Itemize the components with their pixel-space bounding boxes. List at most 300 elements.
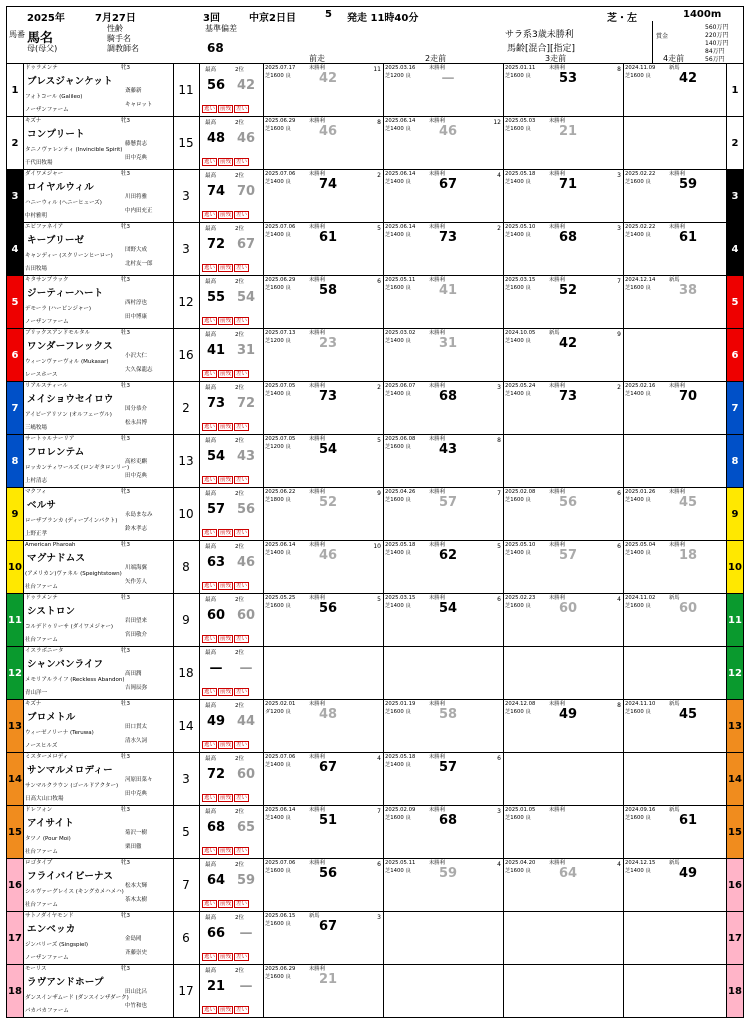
race-date: 2025.04.26 bbox=[385, 489, 416, 495]
race-track: 芝1200 良 bbox=[265, 338, 291, 344]
style-badge: 差い bbox=[236, 742, 248, 748]
jockey: 西村淳也 bbox=[125, 300, 148, 306]
past-race-3 bbox=[503, 859, 624, 911]
col-prev: 前走 bbox=[309, 54, 325, 63]
second-label: 2位 bbox=[235, 67, 244, 73]
horse-row bbox=[7, 593, 743, 646]
race-date: 2025.07.13 bbox=[265, 330, 296, 336]
past-race-3 bbox=[503, 435, 624, 487]
style-icons bbox=[202, 847, 249, 855]
race-date: 2025.02.01 bbox=[265, 701, 296, 707]
horse-name[interactable]: アイサイト bbox=[27, 818, 74, 829]
style-badge: 逃い bbox=[204, 371, 216, 377]
sire-name: モーリス bbox=[25, 966, 47, 972]
max-score: 49 bbox=[206, 714, 226, 729]
past-race-2 bbox=[383, 859, 504, 911]
breeder: 社台ファーム bbox=[25, 849, 58, 855]
second-label: 2位 bbox=[235, 120, 244, 126]
col-base: 基準偏差 bbox=[205, 24, 237, 33]
past-race-3 bbox=[503, 329, 624, 381]
umaban-right: 9 bbox=[726, 488, 743, 540]
sire-name: ダイワメジャー bbox=[25, 171, 64, 177]
index-box bbox=[199, 541, 264, 593]
horse-info bbox=[23, 64, 174, 116]
horse-name[interactable]: サンマルメロディー bbox=[27, 765, 113, 776]
race-score: 38 bbox=[678, 283, 698, 298]
race-track: 芝1200 良 bbox=[265, 444, 291, 450]
race-track: 芝1400 良 bbox=[385, 762, 411, 768]
finish-pos: 7 bbox=[377, 808, 381, 815]
horse-row bbox=[7, 646, 743, 699]
finish-pos: 4 bbox=[617, 596, 621, 603]
race-date: 2025.07.06 bbox=[265, 224, 296, 230]
second-score: 46 bbox=[236, 131, 256, 146]
col-umaban: 馬番 bbox=[9, 30, 25, 39]
index-box bbox=[199, 965, 264, 1017]
max-score: 60 bbox=[206, 608, 226, 623]
past-race-4 bbox=[623, 753, 743, 805]
second-score: 59 bbox=[236, 873, 256, 888]
race-date: 2025.05.24 bbox=[505, 383, 536, 389]
sire-name: キズナ bbox=[25, 701, 42, 707]
race-score: 73 bbox=[438, 230, 458, 245]
max-label: 最高 bbox=[205, 120, 217, 126]
race-class: 新馬 bbox=[669, 860, 680, 866]
trainer: 大久保龍志 bbox=[125, 367, 153, 373]
past-race-2 bbox=[383, 594, 504, 646]
race-class: 未勝利 bbox=[309, 542, 325, 548]
race-track: 芝1600 良 bbox=[265, 603, 291, 609]
second-label: 2位 bbox=[235, 438, 244, 444]
style-badge: 前残 bbox=[220, 212, 232, 218]
past-race-2 bbox=[383, 276, 504, 328]
race-date: 2025.06.22 bbox=[265, 489, 296, 495]
race-class: 未勝利 bbox=[549, 383, 565, 389]
post-index: 3 bbox=[173, 170, 200, 222]
horse-info bbox=[23, 647, 174, 699]
horse-name[interactable]: コンプリート bbox=[27, 129, 85, 140]
horse-name[interactable]: フロレンテム bbox=[27, 447, 85, 458]
finish-pos: 8 bbox=[617, 702, 621, 709]
sex-age: 牡3 bbox=[121, 171, 130, 177]
umaban-left: 1 bbox=[7, 64, 24, 116]
race-date: 2025.05.25 bbox=[265, 595, 296, 601]
max-label: 最高 bbox=[205, 279, 217, 285]
style-badge: 前残 bbox=[220, 530, 232, 536]
second-label: 2位 bbox=[235, 226, 244, 232]
race-score: 61 bbox=[678, 813, 698, 828]
past-race-1 bbox=[263, 806, 384, 858]
umaban-left: 16 bbox=[7, 859, 24, 911]
race-class: 未勝利 bbox=[549, 542, 565, 548]
race-score: 59 bbox=[678, 177, 698, 192]
second-score: 44 bbox=[236, 714, 256, 729]
horse-name[interactable]: シャンパンライフ bbox=[27, 659, 104, 670]
jockey: 松本大輝 bbox=[125, 883, 148, 889]
style-badge: 逃い bbox=[204, 265, 216, 271]
date: 7月27日 bbox=[95, 13, 136, 24]
race-track: 芝1400 良 bbox=[385, 868, 411, 874]
horse-info bbox=[23, 965, 174, 1017]
past-race-4 bbox=[623, 541, 743, 593]
trainer: 斉藤崇史 bbox=[125, 950, 148, 956]
sire-name: エピファネイア bbox=[25, 224, 64, 230]
past-race-3 bbox=[503, 700, 624, 752]
style-badge: 逃い bbox=[204, 424, 216, 430]
max-label: 最高 bbox=[205, 650, 217, 656]
race-score: 73 bbox=[558, 389, 578, 404]
race-no: 5 bbox=[325, 9, 332, 20]
trainer: 栗田徹 bbox=[125, 844, 142, 850]
style-badge: 逃い bbox=[204, 477, 216, 483]
breeder: パカパカファーム bbox=[25, 1008, 69, 1014]
race-date: 2025.06.14 bbox=[385, 171, 416, 177]
umaban-right: 16 bbox=[726, 859, 743, 911]
style-badge: 差い bbox=[236, 530, 248, 536]
race-score: 54 bbox=[318, 442, 338, 457]
max-score: 21 bbox=[206, 979, 226, 994]
style-badge: 前残 bbox=[220, 689, 232, 695]
race-class: 未勝利 bbox=[429, 595, 445, 601]
index-box bbox=[199, 276, 264, 328]
post-index: 14 bbox=[173, 700, 200, 752]
finish-pos: 8 bbox=[617, 66, 621, 73]
max-label: 最高 bbox=[205, 809, 217, 815]
horse-info bbox=[23, 859, 174, 911]
race-track: ダ1200 良 bbox=[265, 709, 291, 715]
horse-row bbox=[7, 222, 743, 275]
surface: 芝・左 bbox=[607, 13, 637, 24]
race-class: 未勝利 bbox=[429, 701, 445, 707]
jockey: 国分恭介 bbox=[125, 406, 148, 412]
race-date: 2025.05.18 bbox=[385, 754, 416, 760]
max-label: 最高 bbox=[205, 438, 217, 444]
past-race-2 bbox=[383, 912, 504, 964]
second-label: 2位 bbox=[235, 385, 244, 391]
umaban-left: 5 bbox=[7, 276, 24, 328]
horse-name[interactable]: ラヴアンドホープ bbox=[27, 977, 104, 988]
sire-name: ミスターメロディ bbox=[25, 754, 69, 760]
style-badge: 差い bbox=[236, 848, 248, 854]
second-label: 2位 bbox=[235, 703, 244, 709]
style-icons bbox=[202, 264, 249, 272]
style-badge: 差い bbox=[236, 212, 248, 218]
race-track: 芝1400 良 bbox=[505, 550, 531, 556]
horse-info bbox=[23, 435, 174, 487]
race-class: 未勝利 bbox=[429, 171, 445, 177]
jockey: 河原田菜々 bbox=[125, 777, 153, 783]
style-badge: 前残 bbox=[220, 848, 232, 854]
horse-name[interactable]: ワンダーフレックス bbox=[27, 341, 113, 352]
col-jockey: 騎手名 bbox=[107, 34, 131, 43]
race-score: 68 bbox=[558, 230, 578, 245]
race-score: 70 bbox=[678, 389, 698, 404]
past-race-3 bbox=[503, 223, 624, 275]
race-class: 新馬 bbox=[669, 807, 680, 813]
race-date: 2024.11.09 bbox=[625, 65, 656, 71]
sire-name: ドレフォン bbox=[25, 807, 53, 813]
race-date: 2024.10.05 bbox=[505, 330, 536, 336]
jockey: 川端海翼 bbox=[125, 565, 148, 571]
race-class: 未勝利 bbox=[549, 807, 565, 813]
umaban-right: 15 bbox=[726, 806, 743, 858]
dam-name: フォトコール (Galileo) bbox=[25, 94, 83, 100]
race-date: 2025.01.19 bbox=[385, 701, 416, 707]
race-date: 2025.07.05 bbox=[265, 383, 296, 389]
finish-pos: 6 bbox=[377, 278, 381, 285]
race-date: 2025.07.06 bbox=[265, 754, 296, 760]
race-date: 2025.06.14 bbox=[265, 807, 296, 813]
past-race-2 bbox=[383, 329, 504, 381]
past-race-1 bbox=[263, 329, 384, 381]
race-track: 芝1400 良 bbox=[385, 179, 411, 185]
race-date: 2025.07.17 bbox=[265, 65, 296, 71]
finish-pos: 6 bbox=[617, 490, 621, 497]
race-track: 芝1400 良 bbox=[265, 232, 291, 238]
race-score: 68 bbox=[438, 813, 458, 828]
past-race-4 bbox=[623, 594, 743, 646]
race-score: 67 bbox=[318, 760, 338, 775]
past-race-1 bbox=[263, 223, 384, 275]
sex-age: 牝3 bbox=[121, 913, 130, 919]
umaban-right: 5 bbox=[726, 276, 743, 328]
horse-row bbox=[7, 116, 743, 169]
style-badge: 逃い bbox=[204, 318, 216, 324]
col-prev2: 2走前 bbox=[425, 54, 447, 63]
race-track: 芝1400 良 bbox=[265, 815, 291, 821]
horse-row bbox=[7, 63, 743, 116]
second-label: 2位 bbox=[235, 491, 244, 497]
race-class: 未勝利 bbox=[309, 65, 325, 71]
race-class: 未勝利 bbox=[429, 118, 445, 124]
finish-pos: 4 bbox=[497, 172, 501, 179]
past-race-4 bbox=[623, 276, 743, 328]
race-score: 53 bbox=[558, 71, 578, 86]
race-score: 67 bbox=[438, 177, 458, 192]
style-icons bbox=[202, 105, 249, 113]
style-icons bbox=[202, 158, 249, 166]
max-score: 73 bbox=[206, 396, 226, 411]
jockey: 団野大成 bbox=[125, 247, 148, 253]
second-score: 42 bbox=[236, 78, 256, 93]
umaban-right: 10 bbox=[726, 541, 743, 593]
trainer: 吉岡辰弥 bbox=[125, 685, 148, 691]
past-race-3 bbox=[503, 117, 624, 169]
style-badge: 逃い bbox=[204, 954, 216, 960]
breeder: 上村清志 bbox=[25, 478, 48, 484]
col-trainer: 調教師名 bbox=[107, 44, 139, 53]
sex-age: 牝3 bbox=[121, 966, 130, 972]
race-track: 芝1600 良 bbox=[505, 603, 531, 609]
index-box bbox=[199, 435, 264, 487]
race-score: 56 bbox=[318, 866, 338, 881]
finish-pos: 2 bbox=[617, 384, 621, 391]
umaban-left: 10 bbox=[7, 541, 24, 593]
race-date: 2025.03.15 bbox=[505, 277, 536, 283]
second-score: 31 bbox=[236, 343, 256, 358]
index-box bbox=[199, 170, 264, 222]
horse-name[interactable]: ブレスジャンケット bbox=[27, 76, 113, 87]
breeder: 三嶋牧場 bbox=[25, 425, 48, 431]
race-class: 未勝利 bbox=[549, 595, 565, 601]
style-badge: 差い bbox=[236, 954, 248, 960]
past-race-4 bbox=[623, 223, 743, 275]
race-track: 芝1400 良 bbox=[385, 126, 411, 132]
horse-row bbox=[7, 699, 743, 752]
finish-pos: 7 bbox=[617, 278, 621, 285]
race-track: 芝1600 良 bbox=[505, 126, 531, 132]
horse-name[interactable]: エンベッカ bbox=[27, 924, 76, 935]
past-race-4 bbox=[623, 806, 743, 858]
prize-3: 140万円 bbox=[705, 40, 729, 47]
past-race-1 bbox=[263, 647, 384, 699]
race-class: サラ系3歳未勝利 bbox=[505, 30, 574, 40]
race-class: 新馬 bbox=[669, 595, 680, 601]
max-score: 64 bbox=[206, 873, 226, 888]
style-badge: 逃い bbox=[204, 901, 216, 907]
race-date: 2025.02.09 bbox=[385, 807, 416, 813]
race-date: 2025.06.08 bbox=[385, 436, 416, 442]
horse-name[interactable]: ブロメトル bbox=[27, 712, 76, 723]
style-badge: 逃い bbox=[204, 583, 216, 589]
style-badge: 前残 bbox=[220, 159, 232, 165]
race-track: 芝1600 良 bbox=[265, 73, 291, 79]
past-race-3 bbox=[503, 594, 624, 646]
race-track: 芝1600 良 bbox=[625, 603, 651, 609]
second-score: 67 bbox=[236, 237, 256, 252]
post-index: 7 bbox=[173, 859, 200, 911]
race-date: 2025.06.29 bbox=[265, 277, 296, 283]
sire-name: ドゥラメンテ bbox=[25, 595, 58, 601]
past-race-1 bbox=[263, 859, 384, 911]
past-race-1 bbox=[263, 753, 384, 805]
race-score: 43 bbox=[438, 442, 458, 457]
finish-pos: 6 bbox=[497, 755, 501, 762]
index-box bbox=[199, 859, 264, 911]
race-score: 45 bbox=[678, 495, 698, 510]
race-date: 2025.06.29 bbox=[265, 966, 296, 972]
index-box bbox=[199, 223, 264, 275]
sex-age: 牝3 bbox=[121, 860, 130, 866]
race-score: 52 bbox=[558, 283, 578, 298]
race-track: 芝1400 良 bbox=[625, 232, 651, 238]
past-race-1 bbox=[263, 700, 384, 752]
trainer: 宮田敬介 bbox=[125, 632, 148, 638]
race-track: 芝1600 良 bbox=[385, 285, 411, 291]
past-race-2 bbox=[383, 753, 504, 805]
race-class: 未勝利 bbox=[309, 966, 325, 972]
prize-box bbox=[652, 21, 743, 63]
race-track: 芝1600 良 bbox=[385, 709, 411, 715]
past-race-2 bbox=[383, 170, 504, 222]
race-score: 49 bbox=[558, 707, 578, 722]
finish-pos: 3 bbox=[617, 225, 621, 232]
style-badge: 差い bbox=[236, 106, 248, 112]
max-score: — bbox=[209, 661, 223, 676]
index-box bbox=[199, 912, 264, 964]
past-race-1 bbox=[263, 541, 384, 593]
horse-name[interactable]: マグナドムス bbox=[27, 553, 86, 564]
horse-name[interactable]: ベルサ bbox=[27, 500, 57, 511]
style-badge: 前残 bbox=[220, 636, 232, 642]
finish-pos: 6 bbox=[377, 861, 381, 868]
race-score: 42 bbox=[678, 71, 698, 86]
horse-info bbox=[23, 170, 174, 222]
finish-pos: 11 bbox=[373, 66, 381, 73]
max-label: 最高 bbox=[205, 597, 217, 603]
style-badge: 前残 bbox=[220, 742, 232, 748]
race-score: 31 bbox=[438, 336, 458, 351]
past-race-2 bbox=[383, 435, 504, 487]
post-index: 16 bbox=[173, 329, 200, 381]
sex-age: 牝3 bbox=[121, 489, 130, 495]
col-prev3: 3走前 bbox=[545, 54, 567, 63]
horse-name[interactable]: メイショウセイロウ bbox=[27, 394, 114, 405]
style-badge: 差い bbox=[236, 1007, 248, 1013]
horse-name[interactable]: キーブリーゼ bbox=[27, 235, 85, 246]
sire-name: サートゥルナーリア bbox=[25, 436, 75, 442]
horse-name[interactable]: フライバイビーナス bbox=[27, 871, 114, 882]
post-index: 18 bbox=[173, 647, 200, 699]
index-box bbox=[199, 329, 264, 381]
style-badge: 差い bbox=[236, 795, 248, 801]
race-class: 未勝利 bbox=[549, 118, 565, 124]
venue-day: 中京2日目 bbox=[249, 13, 296, 24]
style-badge: 逃い bbox=[204, 530, 216, 536]
race-class: 未勝利 bbox=[309, 754, 325, 760]
style-badge: 前残 bbox=[220, 795, 232, 801]
second-label: 2位 bbox=[235, 597, 244, 603]
sire-name: マクフィ bbox=[25, 489, 47, 495]
sire-name: ドゥラメンテ bbox=[25, 65, 58, 71]
jockey: 菊沢一樹 bbox=[125, 830, 148, 836]
umaban-right: 1 bbox=[726, 64, 743, 116]
race-date: 2025.05.10 bbox=[505, 542, 536, 548]
past-race-2 bbox=[383, 382, 504, 434]
past-race-4 bbox=[623, 117, 743, 169]
style-badge: 逃い bbox=[204, 106, 216, 112]
horse-name[interactable]: シストロン bbox=[27, 606, 76, 617]
second-label: 2位 bbox=[235, 332, 244, 338]
race-track: 芝1600 良 bbox=[385, 815, 411, 821]
race-date: 2025.06.14 bbox=[385, 118, 416, 124]
race-date: 2025.03.16 bbox=[385, 65, 416, 71]
race-track: 芝1600 良 bbox=[505, 497, 531, 503]
jockey: 藤懸貴志 bbox=[125, 141, 148, 147]
race-track: 芝1600 良 bbox=[505, 868, 531, 874]
past-race-2 bbox=[383, 647, 504, 699]
dam-name: サンマルクラウン (ゴールドアクター) bbox=[25, 783, 119, 789]
horse-name[interactable]: ロイヤルウィル bbox=[27, 182, 94, 193]
dam-name: ウィーゼノリーナ (Teruwa) bbox=[25, 730, 94, 736]
finish-pos: 9 bbox=[617, 331, 621, 338]
horse-name[interactable]: ジーティーハート bbox=[27, 288, 104, 299]
sire-name: イスラボニータ bbox=[25, 648, 64, 654]
index-box bbox=[199, 117, 264, 169]
sex-age: 牡3 bbox=[121, 807, 130, 813]
race-track: 芝1400 良 bbox=[385, 232, 411, 238]
sex-age: 牝3 bbox=[121, 118, 130, 124]
past-race-3 bbox=[503, 170, 624, 222]
max-label: 最高 bbox=[205, 491, 217, 497]
horse-info bbox=[23, 329, 174, 381]
past-race-3 bbox=[503, 276, 624, 328]
post-index: 15 bbox=[173, 117, 200, 169]
distance: 1400m bbox=[683, 9, 722, 20]
second-label: 2位 bbox=[235, 968, 244, 974]
race-track: 芝1400 良 bbox=[625, 550, 651, 556]
horse-info bbox=[23, 117, 174, 169]
